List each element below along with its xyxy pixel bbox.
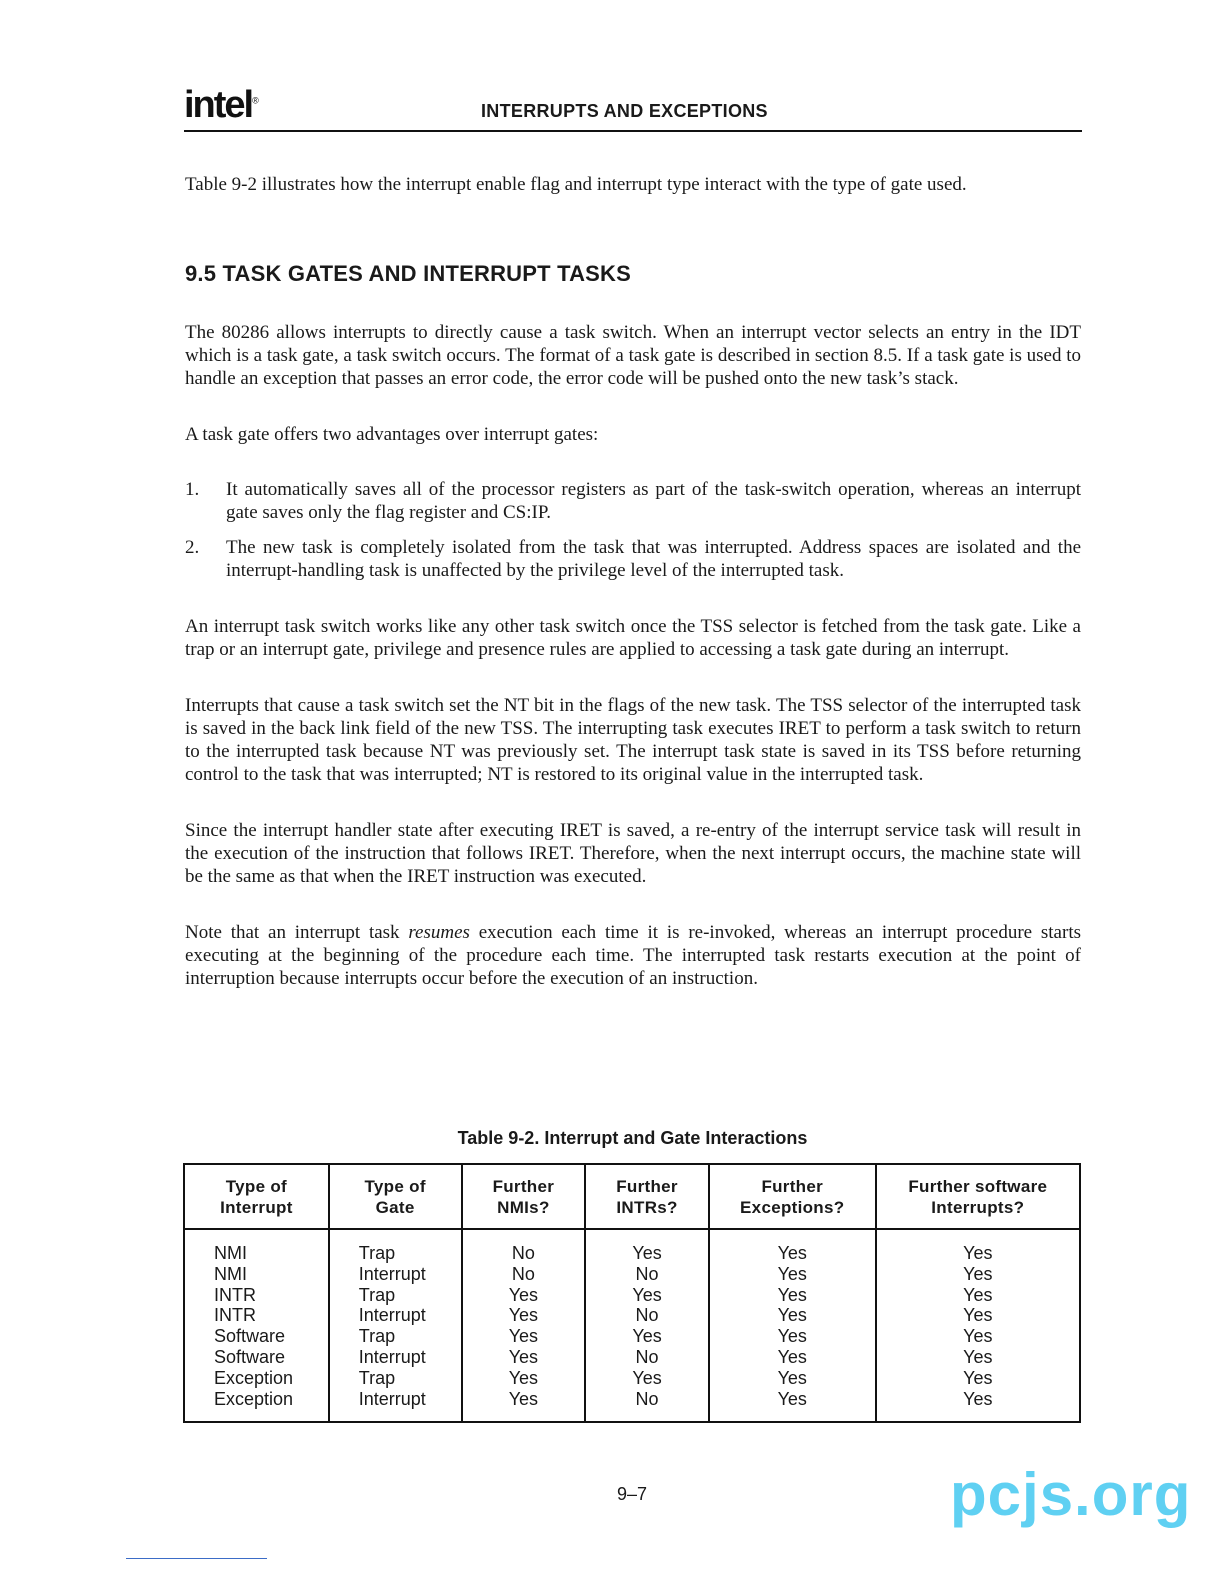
cell-gate-type: Trap <box>329 1285 462 1306</box>
section-heading: 9.5 TASK GATES AND INTERRUPT TASKS <box>185 261 632 286</box>
cell-gate-type: Trap <box>329 1229 462 1264</box>
paragraph-5: Since the interrupt handler state after executing IRET is saved, a re-entry of the interrupt service task will result in the execution of the instruction that follows IRET. Therefore, when the next interrupt occurs, the machine state will be the same as that when the IRET instruction was executed. <box>185 820 1081 887</box>
column-header-nmis: Further NMIs? <box>462 1164 586 1229</box>
cell-exceptions: Yes <box>709 1305 876 1326</box>
cell-intrs: Yes <box>585 1229 709 1264</box>
header-rule <box>184 130 1082 132</box>
table-row <box>184 1326 1080 1347</box>
paragraph-6: Note that an interrupt task resumes execution each time it is re-invoked, whereas an interrupt procedure starts executing at the beginning of the procedure each time. The interrupted task restarts execution at the point of interruption because interrupts occur before the execution of an instruction. <box>185 922 1081 989</box>
cell-software-interrupts: Yes <box>963 1263 993 1284</box>
column-header-intrs: Further INTRs? <box>585 1164 709 1229</box>
table-row <box>184 1368 1080 1389</box>
cell-intrs: No <box>585 1347 709 1368</box>
cell-gate-type: Interrupt <box>329 1347 462 1368</box>
table-row <box>184 1305 1080 1326</box>
intel-logo: intel® <box>184 84 259 126</box>
table-caption: Table 9-2. Interrupt and Gate Interactions <box>457 1128 808 1148</box>
paragraph-2: A task gate offers two advantages over interrupt gates: <box>185 424 599 445</box>
cell-nmis: Yes <box>462 1305 586 1326</box>
cell-interrupt-type: INTR <box>184 1285 329 1306</box>
table-row <box>184 1389 1080 1423</box>
table-row <box>184 1229 1080 1264</box>
cell-software-interrupts: Yes <box>963 1346 993 1367</box>
cell-exceptions: Yes <box>709 1326 876 1347</box>
cell-exceptions: Yes <box>709 1285 876 1306</box>
cell-gate-type: Interrupt <box>329 1264 462 1285</box>
cell-gate-type: Interrupt <box>329 1389 462 1423</box>
cell-exceptions: Yes <box>709 1389 876 1423</box>
cell-nmis: Yes <box>462 1285 586 1306</box>
paragraph-4: Interrupts that cause a task switch set the NT bit in the flags of the new task. The TSS selector of the interrupted task is saved in the back link field of the new TSS. The interrupting task executes IRET to perform a task switch to return to the interrupted task because NT was previously set. The interrupt task state is saved in its TSS before returning control to the task that was interrupted; NT is restored to its original value in the interrupted task. <box>185 695 1081 785</box>
list-number: 1. <box>185 479 200 500</box>
cell-intrs: Yes <box>585 1326 709 1347</box>
cell-nmis: Yes <box>462 1326 586 1347</box>
cell-software-interrupts: Yes <box>963 1367 993 1388</box>
page-header <box>184 84 1082 134</box>
page-number: 9–7 <box>616 1484 648 1504</box>
paragraph-1: The 80286 allows interrupts to directly cause a task switch. When an interrupt vector selects an entry in the IDT which is a task gate, a task switch occurs. The format of a task gate is described in section 8.5. If a task gate is used to handle an exception that passes an error code, the error code will be pushed onto the new task’s stack. <box>185 322 1081 389</box>
cell-software-interrupts: Yes <box>963 1305 993 1326</box>
cell-nmis: Yes <box>462 1347 586 1368</box>
cell-software-interrupts: Yes <box>963 1388 993 1409</box>
cell-intrs: No <box>585 1305 709 1326</box>
page-body <box>185 173 1081 990</box>
table-row <box>184 1347 1080 1368</box>
cell-intrs: No <box>585 1264 709 1285</box>
list-item-1 <box>185 478 1081 524</box>
running-title: INTERRUPTS AND EXCEPTIONS <box>481 101 768 121</box>
cell-gate-type: Trap <box>329 1368 462 1389</box>
table-row <box>184 1264 1080 1285</box>
interrupt-gate-table <box>183 1163 1081 1423</box>
cell-nmis: Yes <box>462 1389 586 1423</box>
column-header-exceptions: Further Exceptions? <box>709 1164 876 1229</box>
list-number: 2. <box>185 537 200 558</box>
cell-interrupt-type: NMI <box>184 1264 329 1285</box>
cell-nmis: No <box>462 1264 586 1285</box>
cell-nmis: No <box>462 1229 586 1264</box>
intro-paragraph: Table 9-2 illustrates how the interrupt enable flag and interrupt type interact with the type of gate used. <box>185 174 967 195</box>
list-item-2 <box>185 536 1081 582</box>
cell-exceptions: Yes <box>709 1368 876 1389</box>
cell-software-interrupts: Yes <box>963 1243 993 1263</box>
table-header-row <box>184 1164 1080 1229</box>
cell-interrupt-type: Software <box>184 1326 329 1347</box>
cell-intrs: No <box>585 1389 709 1423</box>
column-header-interrupt-type: Type of Interrupt <box>184 1164 329 1229</box>
cell-exceptions: Yes <box>709 1264 876 1285</box>
cell-interrupt-type: Exception <box>184 1368 329 1389</box>
footer-rule <box>126 1558 267 1559</box>
cell-interrupt-type: INTR <box>184 1305 329 1326</box>
cell-interrupt-type: Exception <box>184 1389 329 1423</box>
cell-intrs: Yes <box>585 1285 709 1306</box>
cell-interrupt-type: NMI <box>184 1229 329 1264</box>
paragraph-3: An interrupt task switch works like any other task switch once the TSS selector is fetched from the task gate. Like a trap or an interrupt gate, privilege and presence rules are applied to accessing a task gate during an interrupt. <box>185 616 1081 660</box>
cell-intrs: Yes <box>585 1368 709 1389</box>
cell-interrupt-type: Software <box>184 1347 329 1368</box>
table-row <box>184 1285 1080 1306</box>
cell-software-interrupts: Yes <box>963 1284 993 1305</box>
emphasis-resumes: resumes <box>408 922 470 943</box>
cell-exceptions: Yes <box>709 1347 876 1368</box>
cell-gate-type: Interrupt <box>329 1305 462 1326</box>
cell-gate-type: Trap <box>329 1326 462 1347</box>
list-text: It automatically saves all of the processor registers as part of the task-switch operation, whereas an interrupt gate saves only the flag register and CS:IP. <box>226 479 1081 523</box>
cell-exceptions: Yes <box>709 1229 876 1264</box>
column-header-software-interrupts: Further software Interrupts? <box>876 1164 1080 1229</box>
cell-nmis: Yes <box>462 1368 586 1389</box>
cell-software-interrupts: Yes <box>963 1326 993 1347</box>
list-text: The new task is completely isolated from the task that was interrupted. Address spaces are isolated and the interrupt-handling task is unaffected by the privilege level of the interrupted task. <box>226 537 1081 581</box>
column-header-gate-type: Type of Gate <box>329 1164 462 1229</box>
pcjs-watermark: pcjs.org <box>950 1461 1192 1528</box>
